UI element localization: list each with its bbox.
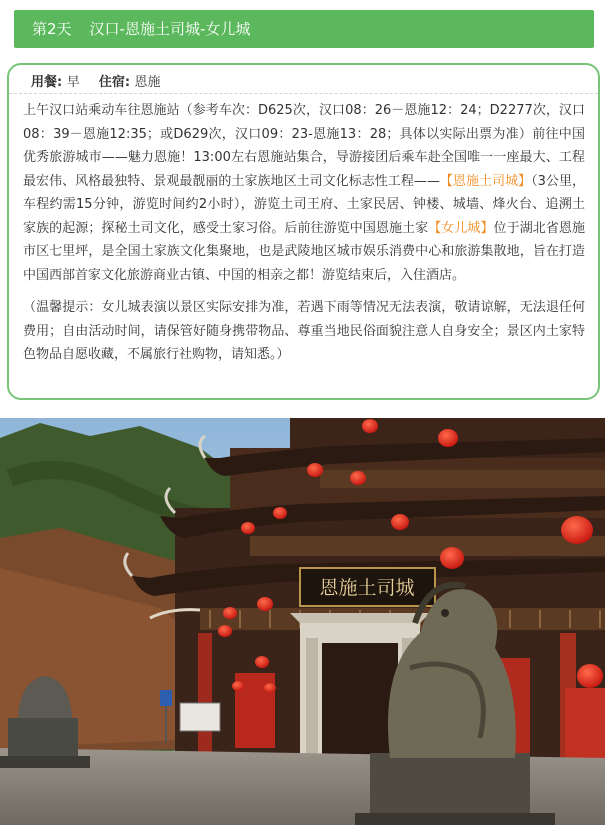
- text-segment: 上午汉口站乘动车往恩施站（参考车次：D625次，汉口08：26－恩施12：24；D2277次，汉口08：39－恩施12:35；或D629次，汉口09：23-恩施13：28；具体以实际出票为准）前往中国优秀旅游城市——魅力恩施！13:00左右恩施站集合，导游接团后乘车赴全国唯一一座最大、工程最宏伟、风格最独特、景观最靓丽的土家族地区土司文化标志性工程——: [23, 103, 585, 189]
- gate-plaque: 恩施土司城: [319, 577, 415, 599]
- card-divider: [9, 93, 598, 94]
- itinerary-paragraph: [23, 99, 585, 287]
- attraction-tusi-city: 【恩施土司城】: [439, 173, 532, 189]
- meta-row: [31, 71, 161, 90]
- attraction-nuer-city: 【女儿城】: [428, 220, 494, 236]
- text-segment: 位于湖北省恩施市区七里坪，是全国土家族文化集聚地，也是武陵地区城市娱乐消费中心和旅游集散地，旨在打造中国西部首家文化旅游商业古镇、中国的相亲之都！游览结束后，入住酒店。: [23, 220, 585, 283]
- day-number: 第2天: [32, 20, 72, 38]
- day-route: 汉口-恩施土司城-女儿城: [89, 20, 251, 38]
- meal-label: 用餐:: [31, 75, 63, 90]
- itinerary-card: [7, 63, 600, 400]
- day-header: [14, 10, 594, 48]
- tusi-city-photo: [0, 418, 605, 825]
- stay-label: 住宿:: [98, 75, 131, 90]
- itinerary-text: [23, 99, 585, 367]
- meal-value: 早: [66, 75, 80, 90]
- notice-paragraph: （温馨提示：女儿城表演以景区实际安排为准，若遇下雨等情况无法表演，敬请谅解，无法退任何费用；自由活动时间，请保管好随身携带物品、尊重当地民俗面貌注意人自身安全；景区内土家特色物品自愿收藏，不属旅行社购物，请知悉。）: [23, 300, 585, 362]
- text-segment: （3公里，车程约需15分钟，游览时间约2小时），游览土司王府、土家民居、钟楼、城墙、烽火台、追溯土家族的起源；探秘土司文化，感受土家习俗。后前往游览中国恩施土家: [23, 173, 585, 236]
- stay-value: 恩施: [134, 75, 161, 90]
